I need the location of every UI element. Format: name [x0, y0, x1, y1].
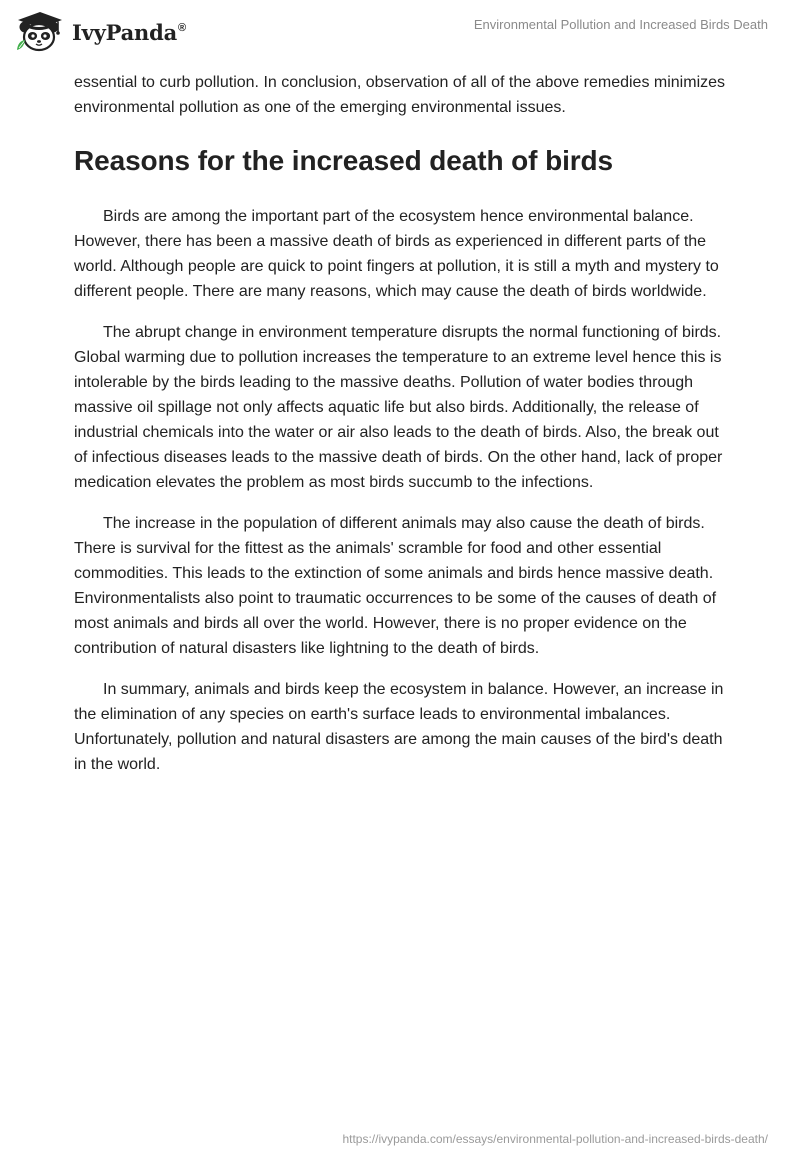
source-url-link[interactable]: https://ivypanda.com/essays/environmental-pollution-and-increased-birds-death/: [342, 1132, 768, 1146]
essay-body: [74, 70, 730, 793]
body-paragraph: The increase in the population of different animals may also cause the death of birds. There is survival for the fittest as the animals' scramble for food and other essential commodities. This leads to the extinction of some animals and birds hence massive death. Environmentalists also point to traumatic occurrences to be some of the causes of death of most animals and birds all over the world. However, there is no proper evidence on the contribution of natural disasters like lightning to the death of birds.: [74, 515, 717, 657]
body-paragraph: The abrupt change in environment temperature disrupts the normal functioning of birds. Global warming due to pollution increases the temperature to an extreme level hence this is intolerable by the birds leading to the massive deaths. Pollution of water bodies through massive oil spillage not only affects aquatic life but also birds. Additionally, the release of industrial chemicals into the water or air also leads to the death of birds. Also, the break out of infectious diseases leads to the massive death of birds. On the other hand, lack of proper medication elevates the problem as most birds succumb to the infections.: [74, 324, 723, 491]
brand-logo[interactable]: [14, 10, 186, 52]
panda-graduate-icon: [14, 10, 66, 52]
section-heading: Reasons for the increased death of birds: [74, 145, 614, 176]
registered-mark: ®: [178, 21, 186, 34]
intro-paragraph: essential to curb pollution. In conclusion, observation of all of the above remedies minimizes environmental pollution as one of the emerging environmental issues.: [74, 74, 726, 116]
body-paragraph: In summary, animals and birds keep the ecosystem in balance. However, an increase in the elimination of any species on earth's surface leads to environmental imbalances. Unfortunately, pollution and natural disasters are among the main causes of the bird's death in the world.: [74, 681, 724, 773]
body-paragraph: Birds are among the important part of the ecosystem hence environmental balance. However, there has been a massive death of birds as experienced in different parts of the world. Although people are quick to point fingers at pollution, it is still a myth and mystery to different people. There are many reasons, which may cause the death of birds worldwide.: [74, 208, 719, 300]
document-title: Environmental Pollution and Increased Birds Death: [473, 17, 768, 32]
brand-name: IvyPanda®: [72, 19, 186, 45]
